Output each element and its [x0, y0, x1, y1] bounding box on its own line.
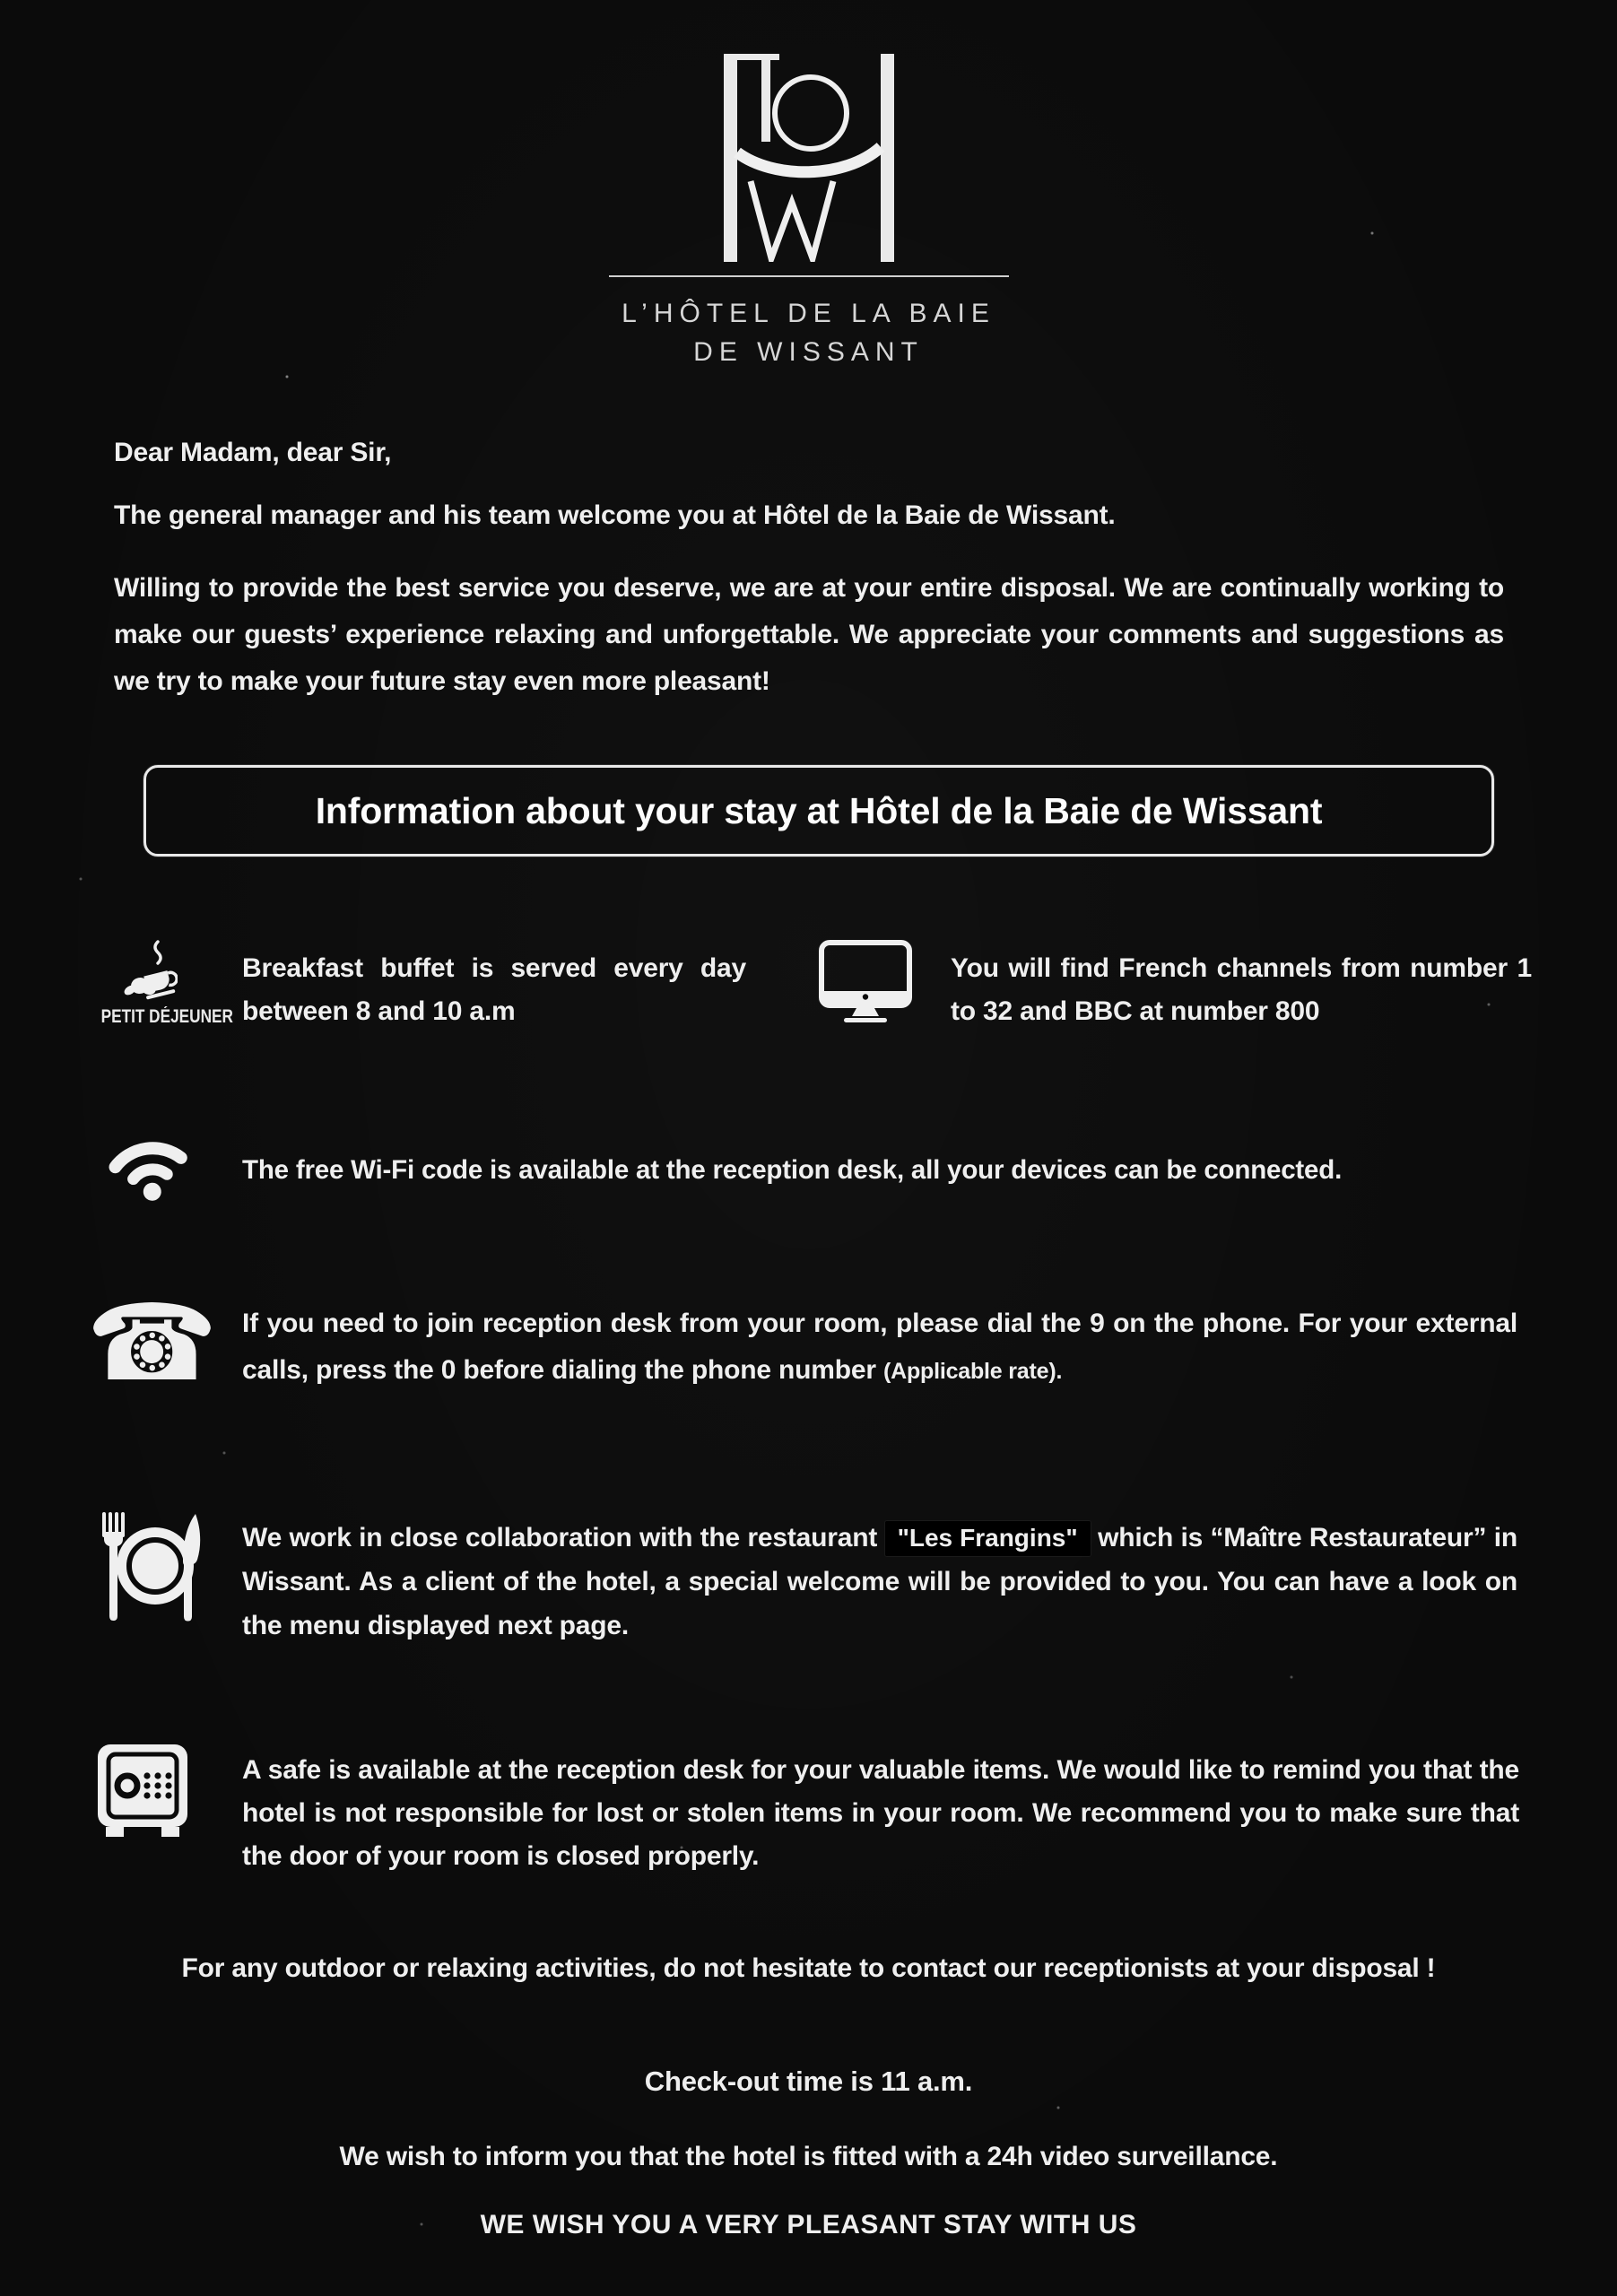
restaurant-icon [97, 1507, 203, 1635]
welcome-paragraph: The general manager and his team welcome you at Hôtel de la Baie de Wissant. [114, 500, 1116, 530]
phone-text [242, 1300, 1517, 1395]
section-heading-box [143, 765, 1494, 857]
restaurant-text [242, 1516, 1517, 1648]
breakfast-caption: PETIT DÉJEUNER [100, 1006, 233, 1027]
checkout-note: Check-out time is 11 a.m. [644, 2066, 973, 2097]
service-paragraph: Willing to provide the best service you deserve, we are at your entire disposal. We are continually working to make our guests’ experience relaxing and unforgettable. We appreciate your comments and suggestions as we try to make your future stay even more pleasant! [114, 573, 1504, 696]
restaurant-text-after: which is “Maître Restaurateur” in Wissant. As a client of the hotel, a special welcome will be provided to you. You can have a look on the menu displayed next page. [242, 1523, 1517, 1640]
hbw-monogram-icon [724, 54, 894, 262]
salutation: Dear Madam, dear Sir, [114, 438, 392, 467]
tv-icon [819, 940, 912, 1029]
phone-text-note: (Applicable rate). [882, 1359, 1063, 1384]
phone-icon: ☎ [86, 1281, 218, 1405]
wifi-text: The free Wi-Fi code is available at the reception desk, all your devices can be connected. [242, 1155, 1343, 1185]
restaurant-name-patch: "Les Frangins" [885, 1521, 1091, 1556]
section-title: Information about your stay at Hôtel de la Baie de Wissant [315, 789, 1323, 831]
activities-note: For any outdoor or relaxing activities, do not hesitate to contact our receptionists at your disposal ! [181, 1953, 1436, 1983]
safe-icon [95, 1743, 190, 1848]
breakfast-text: Breakfast buffet is served every day between 8 and 10 a.m [242, 953, 746, 1026]
wifi-icon [106, 1123, 194, 1212]
surveillance-note: We wish to inform you that the hotel is fitted with a 24h video surveillance. [339, 2142, 1278, 2171]
closing-message: WE WISH YOU A VERY PLEASANT STAY WITH US [480, 2210, 1137, 2239]
phone-text-main: If you need to join reception desk from your room, please dial the 9 on the phone. For your external calls, press the 0 before dialing the phone number [242, 1309, 1517, 1385]
safe-text: A safe is available at the reception desk for your valuable items. We would like to remind you that the hotel is not responsible for lost or stolen items in your room. We recommend you to make sure that the door of your room is closed properly. [242, 1755, 1519, 1871]
logo-divider [609, 275, 1009, 277]
hotel-logo [0, 54, 1617, 368]
hotel-name-line1: L’HÔTEL DE LA BAIE [622, 299, 995, 328]
tv-text: You will find French channels from number 1 to 32 and BBC at number 800 [951, 953, 1532, 1026]
restaurant-text-before: We work in close collaboration with the restaurant [242, 1523, 878, 1552]
hotel-name-line2: DE WISSANT [693, 337, 924, 367]
breakfast-icon [124, 940, 178, 1007]
